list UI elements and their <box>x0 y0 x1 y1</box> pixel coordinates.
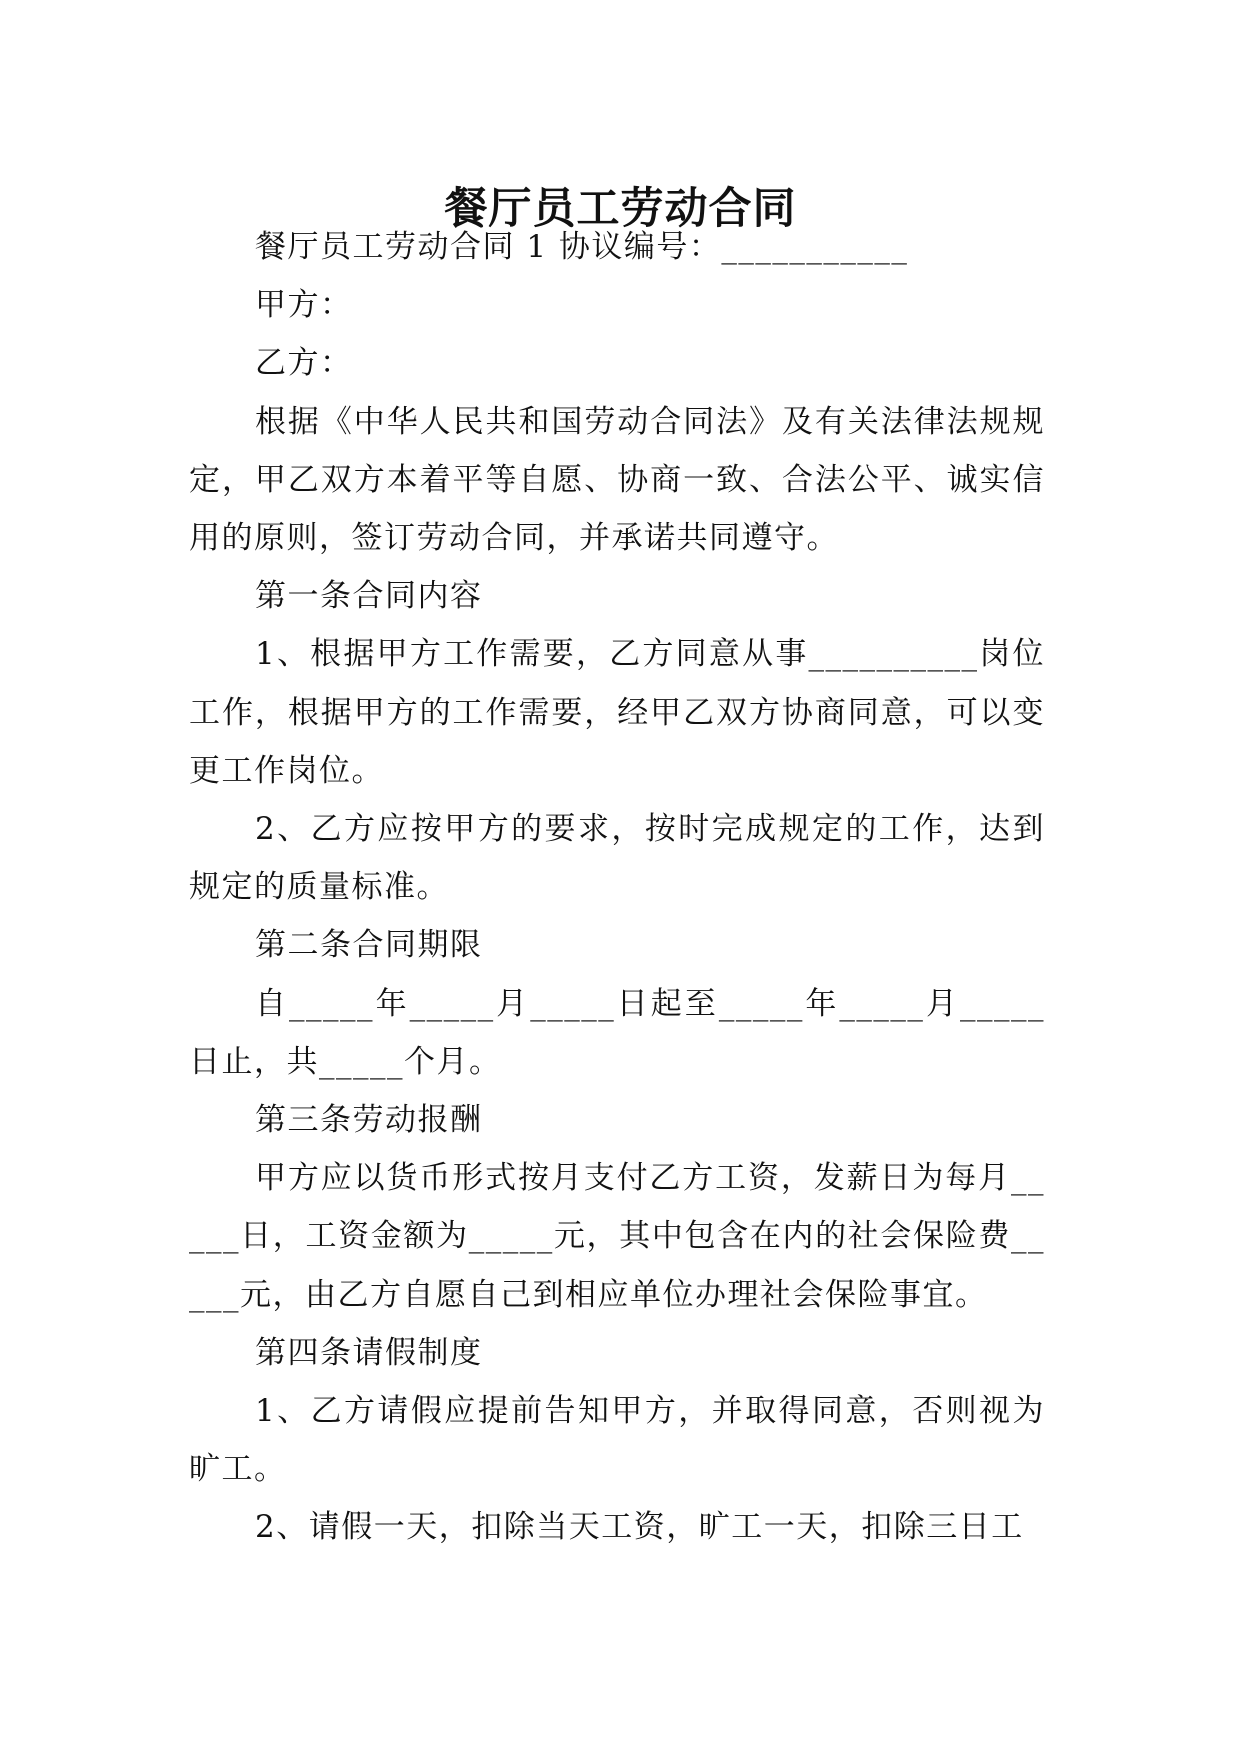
article-1-heading: 第一条合同内容 <box>255 578 483 615</box>
document-body <box>189 218 1045 1557</box>
article-1-clause-1: 1、根据甲方工作需要，乙方同意从事__________岗位工作，根据甲方的工作需要，经甲乙双方协商同意，可以变更工作岗位。 <box>189 636 1045 789</box>
article-2-heading: 第二条合同期限 <box>255 927 483 964</box>
wage-paragraph: 甲方应以货币形式按月支付乙方工资，发薪日为每月_____日，工资金额为_____元，其中包含在内的社会保险费_____元，由乙方自愿自己到相应单位办理社会保险事宜。 <box>189 1160 1045 1313</box>
party-b-line: 乙方： <box>255 345 353 382</box>
preamble-paragraph: 根据《中华人民共和国劳动合同法》及有关法律法规规定，甲乙双方本着平等自愿、协商一致、合法公平、诚实信用的原则，签订劳动合同，并承诺共同遵守。 <box>189 403 1045 557</box>
leave-clause-2: 2、请假一天，扣除当天工资，旷工一天，扣除三日工 <box>255 1509 1024 1546</box>
agreement-number-line: 餐厅员工劳动合同 1 协议编号：___________ <box>255 229 909 265</box>
leave-clause-1: 1、乙方请假应提前告知甲方，并取得同意，否则视为旷工。 <box>189 1393 1045 1488</box>
article-1-clause-2: 2、乙方应按甲方的要求，按时完成规定的工作，达到规定的质量标准。 <box>189 811 1045 906</box>
article-4-heading: 第四条请假制度 <box>255 1334 483 1371</box>
article-3-heading: 第三条劳动报酬 <box>255 1102 483 1139</box>
party-a-line: 甲方： <box>255 287 353 324</box>
document-title: 餐厅员工劳动合同 <box>444 183 797 234</box>
contract-term-paragraph: 自_____年_____月_____日起至_____年_____月_____日止，共_____个月。 <box>189 985 1045 1080</box>
